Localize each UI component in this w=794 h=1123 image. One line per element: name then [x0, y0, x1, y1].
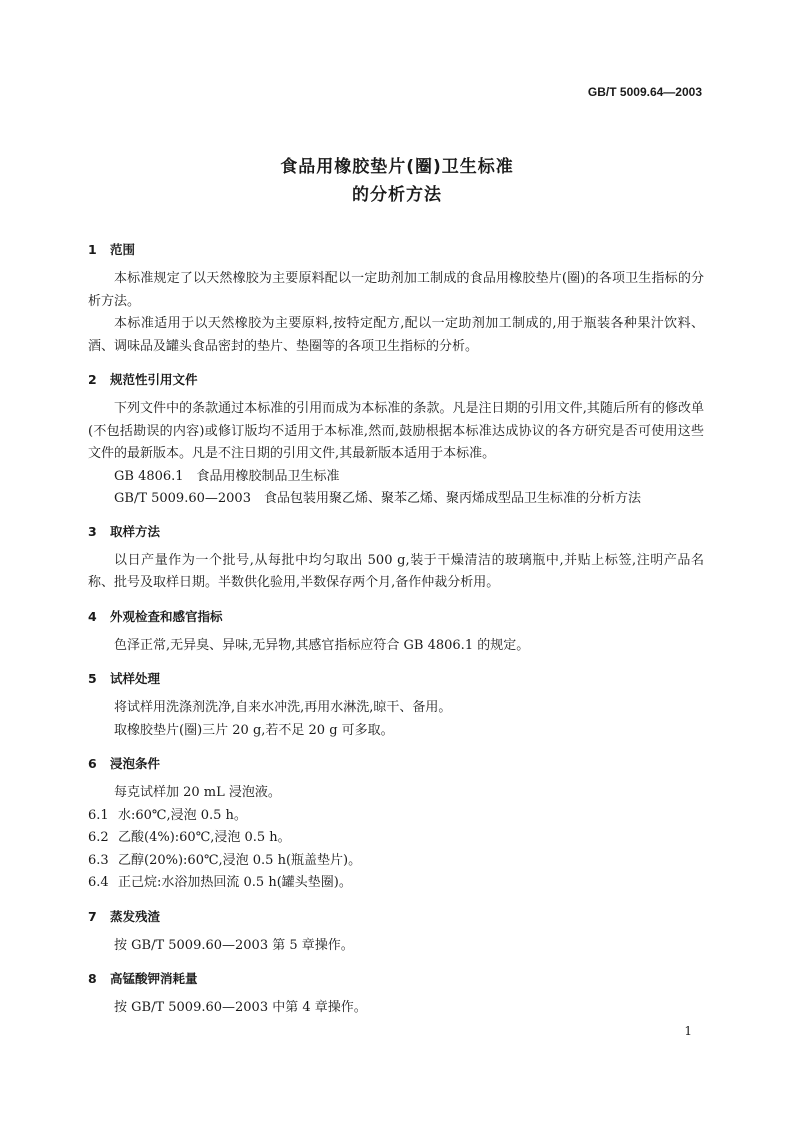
subclause: [88, 872, 704, 895]
section-title: 范围: [110, 242, 136, 257]
paragraph: 按 GB/T 5009.60—2003 第 5 章操作。: [114, 937, 354, 953]
section-heading: [88, 754, 704, 774]
subclause-text: 乙酸(4%):60℃,浸泡 0.5 h。: [118, 830, 291, 845]
section-title: 规范性引用文件: [110, 372, 198, 387]
section-number: 7: [88, 908, 97, 924]
section-title: 蒸发残渣: [110, 908, 161, 924]
subclause-text: 乙醇(20%):60℃,浸泡 0.5 h(瓶盖垫片)。: [118, 852, 362, 868]
subclause-number: 6.3: [88, 852, 109, 868]
subclause-number: 6.1: [88, 807, 109, 823]
standard-number: GB/T 5009.64—2003: [587, 85, 702, 99]
paragraph: 本标准规定了以天然橡胶为主要原料配以一定助剂加工制成的食品用橡胶垫片(圈)的各项卫生指标的分析方法。: [88, 271, 704, 309]
section-number: 4: [88, 608, 97, 624]
paragraph: 以日产量作为一个批号,从每批中均匀取出 500 g,装于干燥清洁的玻璃瓶中,并贴上标签,注明产品名称、批号及取样日期。半数供化验用,半数保存两个月,备作仲裁分析用。: [88, 552, 704, 590]
section-number: 2: [88, 372, 97, 387]
section-title: 取样方法: [110, 523, 161, 539]
section-number: 6: [88, 756, 97, 771]
paragraph: 下列文件中的条款通过本标准的引用而成为本标准的条款。凡是注日期的引用文件,其随后所有的修改单(不包括勘误的内容)或修订版均不适用于本标准,然而,鼓励根据本标准达成协议的各方研究是否可使用这些文件的最新版本。凡是不注日期的引用文件,其最新版本适用于本标准。: [88, 401, 704, 461]
section-heading: [88, 522, 704, 542]
subclause-text: 正己烷:水浴加热回流 0.5 h(罐头垫圈)。: [118, 875, 352, 890]
paragraph: 色泽正常,无异臭、异味,无异物,其感官指标应符合 GB 4806.1 的规定。: [114, 637, 530, 653]
section-number: 1: [88, 242, 97, 257]
paragraph: 每克试样加 20 mL 浸泡液。: [114, 785, 281, 800]
reference-item: GB 4806.1 食品用橡胶制品卫生标准: [114, 468, 340, 484]
section-heading: [88, 907, 704, 927]
section-number: 8: [88, 971, 97, 986]
section-heading: [88, 370, 704, 390]
section-title: 试样处理: [110, 671, 161, 686]
section-heading: [88, 669, 704, 689]
paragraph: 取橡胶垫片(圈)三片 20 g,若不足 20 g 可多取。: [114, 722, 394, 738]
paragraph: 按 GB/T 5009.60—2003 中第 4 章操作。: [114, 1000, 367, 1015]
document-body: [88, 240, 704, 1020]
section-title: 外观检查和感官指标: [110, 608, 223, 624]
reference-item: GB/T 5009.60—2003 食品包装用聚乙烯、聚苯乙烯、聚丙烯成型品卫生标准的分析方法: [114, 490, 641, 506]
subclause-text: 水:60℃,浸泡 0.5 h。: [118, 807, 247, 823]
section-heading: [88, 607, 704, 627]
subclause: [88, 850, 704, 873]
document-subtitle: 的分析方法: [352, 185, 442, 205]
subclause: [88, 805, 704, 828]
section-title: 浸泡条件: [110, 756, 161, 771]
section-number: 5: [88, 671, 97, 686]
subclause-number: 6.2: [88, 830, 109, 845]
page-number: 1: [684, 1024, 692, 1038]
subclause-number: 6.4: [88, 875, 109, 890]
document-title: 食品用橡胶垫片(圈)卫生标准: [280, 157, 514, 177]
section-title: 高锰酸钾消耗量: [110, 971, 198, 986]
paragraph: 将试样用洗涤剂洗净,自来水冲洗,再用水淋洗,晾干、备用。: [114, 700, 452, 715]
section-heading: [88, 240, 704, 260]
paragraph: 本标准适用于以天然橡胶为主要原料,按特定配方,配以一定助剂加工制成的,用于瓶装各种果汁饮料、酒、调味品及罐头食品密封的垫片、垫圈等的各项卫生指标的分析。: [88, 316, 704, 354]
section-number: 3: [88, 523, 97, 539]
section-heading: [88, 969, 704, 989]
subclause: [88, 827, 704, 850]
